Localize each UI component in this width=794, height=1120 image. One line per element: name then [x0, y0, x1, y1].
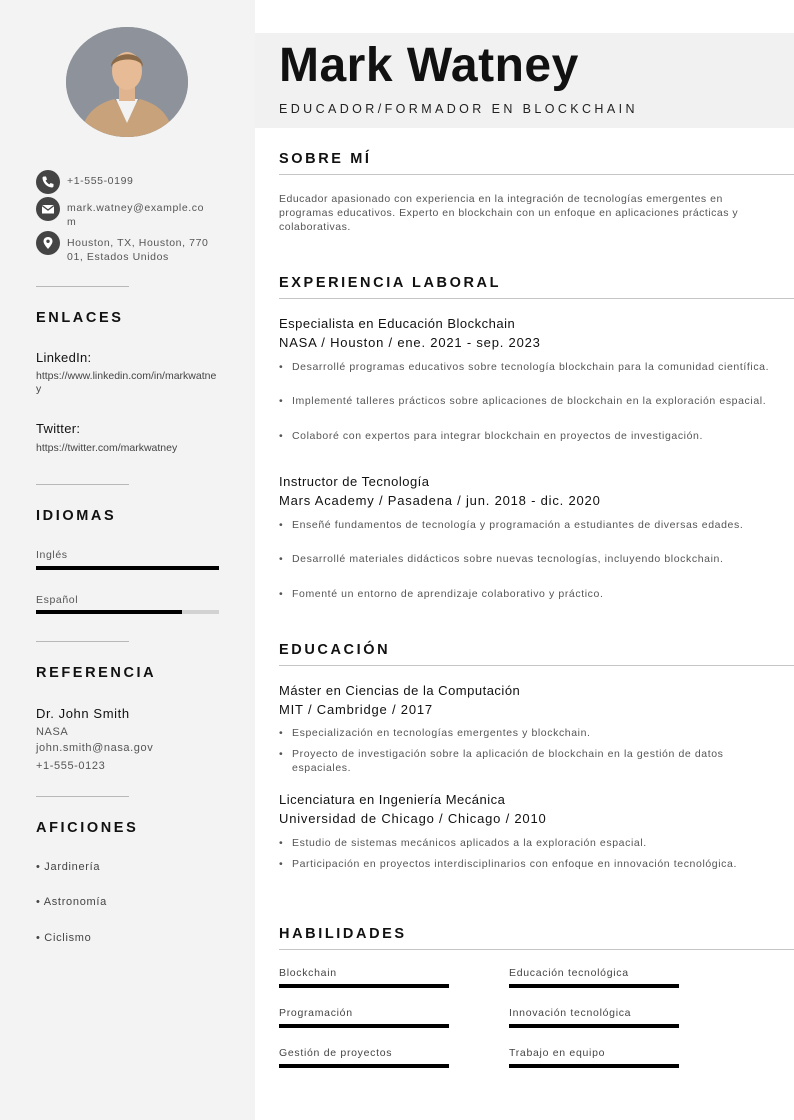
degree-subtitle: Universidad de Chicago / Chicago / 2010	[279, 811, 547, 826]
contact-phone	[36, 170, 213, 194]
hobbies-title: AFICIONES	[36, 820, 139, 836]
skill-level-bar	[279, 984, 449, 988]
job-title: Instructor de Tecnología	[279, 474, 430, 489]
skill-name: Trabajo en equipo	[509, 1047, 606, 1059]
degree-bullet: • Participación en proyectos interdisciplinarios con enfoque en innovación tecnológica.	[279, 857, 774, 871]
skill-level-fill	[279, 1064, 449, 1068]
section-rule	[279, 298, 794, 299]
skill-level-fill	[509, 1064, 679, 1068]
skill-level-fill	[279, 1024, 449, 1028]
job-bullet: • Desarrollé materiales didácticos sobre nuevas tecnologías, incluyendo blockchain.	[279, 552, 774, 566]
avatar	[66, 27, 188, 137]
skill-name: Programación	[279, 1007, 353, 1019]
reference-email[interactable]: john.smith@nasa.gov	[36, 742, 154, 754]
sidebar-divider	[36, 796, 129, 797]
sidebar-divider	[36, 484, 129, 485]
degree-bullet: • Especialización en tecnologías emergentes y blockchain.	[279, 726, 774, 740]
phone-number: +1-555-0199	[67, 175, 134, 187]
twitter-link[interactable]: https://twitter.com/markwatney	[36, 442, 178, 454]
job-subtitle: Mars Academy / Pasadena / jun. 2018 - dic. 2020	[279, 493, 601, 508]
person-name: Mark Watney	[279, 39, 579, 92]
phone-icon	[36, 170, 60, 194]
job-title: Especialista en Educación Blockchain	[279, 316, 516, 331]
about-title: SOBRE MÍ	[279, 151, 372, 167]
skill-level-bar	[279, 1064, 449, 1068]
language-level-bar	[36, 610, 219, 614]
education-title: EDUCACIÓN	[279, 642, 391, 658]
linkedin-link[interactable]: https://www.linkedin.com/in/markwatney	[36, 370, 217, 395]
contact-email	[36, 197, 213, 229]
skill-level-fill	[509, 984, 679, 988]
location-pin-icon	[36, 231, 60, 255]
language-level-bar	[36, 566, 219, 570]
contact-address	[36, 231, 213, 264]
section-rule	[279, 949, 794, 950]
skill-level-bar	[509, 1024, 679, 1028]
about-text: Educador apasionado con experiencia en la integración de tecnologías emergentes en programas educativos. Experto en blockchain con un enfoque en aplicaciones prácticas y colaborativas.	[279, 193, 739, 233]
twitter-label: Twitter:	[36, 421, 81, 436]
section-rule	[279, 174, 794, 175]
section-rule	[279, 665, 794, 666]
email-address[interactable]: mark.watney@example.com	[67, 202, 205, 228]
hobby-item: • Jardinería	[36, 861, 101, 873]
skill-level-bar	[509, 1064, 679, 1068]
links-title: ENLACES	[36, 310, 124, 326]
skill-level-fill	[279, 984, 449, 988]
language-level-fill	[36, 610, 182, 614]
languages-title: IDIOMAS	[36, 508, 117, 524]
job-bullet: • Enseñé fundamentos de tecnología y programación a estudiantes de diversas edades.	[279, 518, 774, 532]
reference-phone: +1-555-0123	[36, 760, 106, 772]
address-text: Houston, TX, Houston, 77001, Estados Unidos	[67, 237, 209, 263]
reference-title: REFERENCIA	[36, 665, 157, 681]
language-name: Español	[36, 594, 79, 606]
skill-name: Gestión de proyectos	[279, 1047, 393, 1059]
profile-photo	[66, 27, 188, 137]
job-subtitle: NASA / Houston / ene. 2021 - sep. 2023	[279, 335, 541, 350]
skill-level-fill	[509, 1024, 679, 1028]
linkedin-label: LinkedIn:	[36, 350, 92, 365]
sidebar-divider	[36, 641, 129, 642]
email-icon	[36, 197, 60, 221]
reference-company: NASA	[36, 726, 69, 738]
degree-bullet: • Estudio de sistemas mecánicos aplicados a la exploración espacial.	[279, 836, 774, 850]
skill-name: Educación tecnológica	[509, 967, 629, 979]
degree-title: Máster en Ciencias de la Computación	[279, 683, 521, 698]
degree-bullet: • Proyecto de investigación sobre la aplicación de blockchain en la gestión de datos espaciales.	[279, 747, 774, 775]
hobby-item: • Astronomía	[36, 896, 107, 908]
reference-name: Dr. John Smith	[36, 706, 130, 721]
job-bullet: • Colaboré con expertos para integrar blockchain en proyectos de investigación.	[279, 429, 774, 443]
job-bullet: • Desarrollé programas educativos sobre tecnología blockchain para la comunidad científica.	[279, 360, 774, 374]
language-name: Inglés	[36, 549, 68, 561]
skill-level-bar	[279, 1024, 449, 1028]
hobby-item: • Ciclismo	[36, 932, 92, 944]
degree-subtitle: MIT / Cambridge / 2017	[279, 702, 433, 717]
experience-title: EXPERIENCIA LABORAL	[279, 275, 502, 291]
skills-title: HABILIDADES	[279, 926, 407, 942]
skill-level-bar	[509, 984, 679, 988]
language-level-fill	[36, 566, 219, 570]
job-bullet: • Fomenté un entorno de aprendizaje colaborativo y práctico.	[279, 587, 774, 601]
sidebar-divider	[36, 286, 129, 287]
job-bullet: • Implementé talleres prácticos sobre aplicaciones de blockchain en la exploración espacial.	[279, 394, 774, 408]
degree-title: Licenciatura en Ingeniería Mecánica	[279, 792, 506, 807]
skill-name: Innovación tecnológica	[509, 1007, 632, 1019]
person-role: EDUCADOR/FORMADOR EN BLOCKCHAIN	[279, 102, 638, 116]
skill-name: Blockchain	[279, 967, 337, 979]
